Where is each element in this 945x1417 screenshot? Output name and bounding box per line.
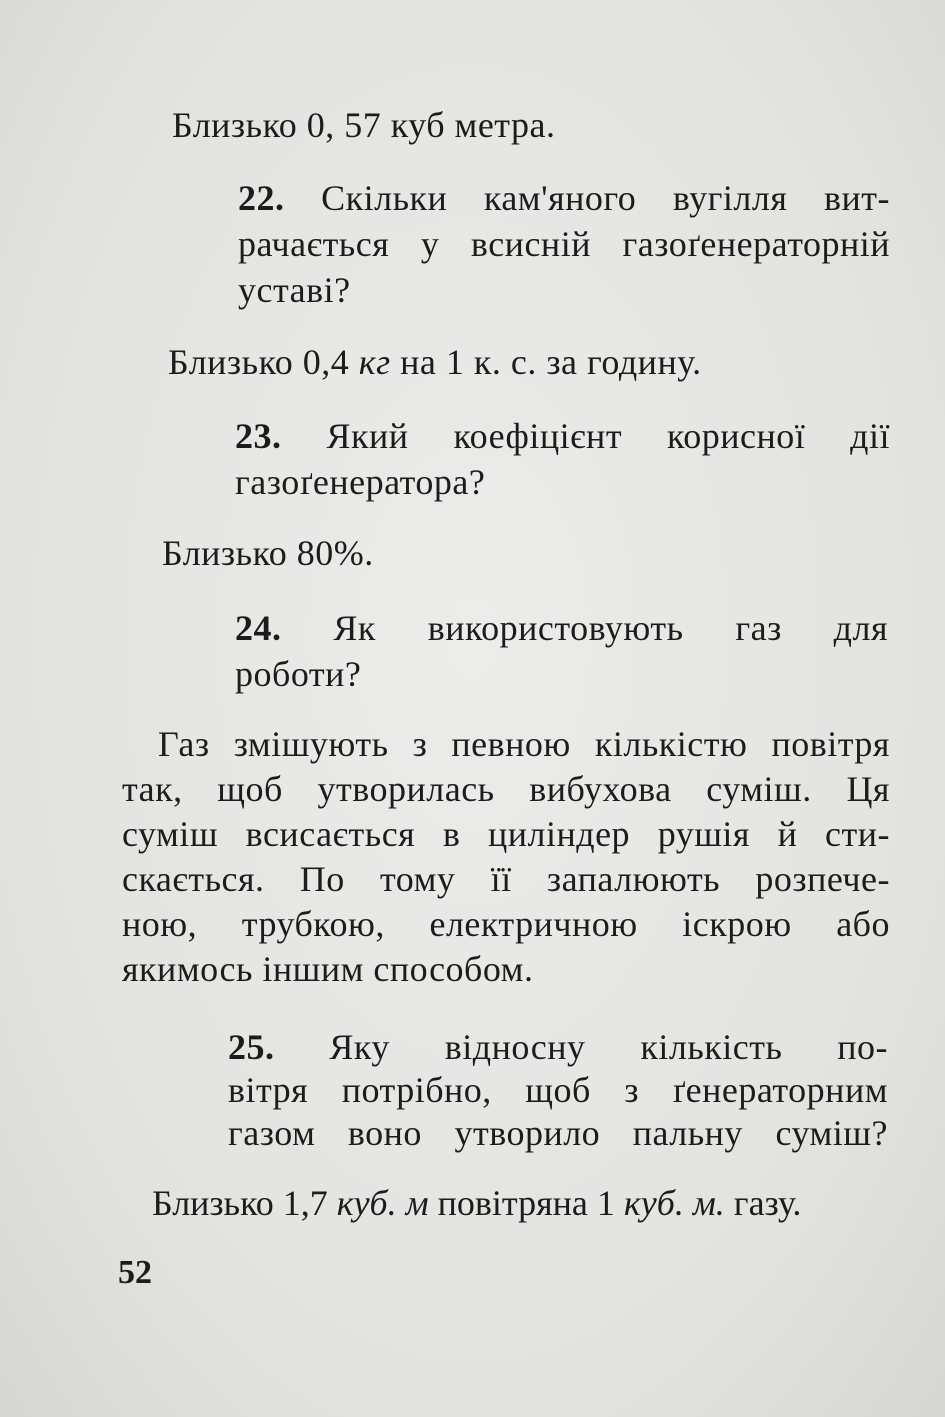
question-22-line-3: уставі?	[238, 270, 351, 310]
answer-25-unit-1: куб. м	[336, 1183, 429, 1223]
answer-22	[168, 340, 702, 384]
question-25-line-2: вітря потрібно, щоб з ґенераторним	[228, 1070, 888, 1110]
question-25-line-3: газом воно утворило пальну суміш?	[228, 1113, 888, 1153]
question-25-text-1: Яку відносну кількість по-	[329, 1027, 889, 1067]
answer-22-post: на 1 к. с. за годину.	[390, 342, 702, 382]
answer-22-pre: Близько 0,4	[168, 342, 359, 382]
answer-24-line-2: так, щоб утворилась вибухова суміш. Ця	[122, 769, 890, 809]
answer-24-line-5: ною, трубкою, електричною іскрою або	[122, 904, 890, 944]
question-24-line-1	[235, 606, 888, 650]
answer-24-line-4: скається. По тому її запалюють розпече-	[122, 859, 890, 899]
question-23-line-2: газоґенератора?	[235, 462, 486, 502]
question-25-number: 25.	[228, 1027, 275, 1067]
question-23-text-1: Який коефіцієнт корисної дії	[326, 416, 891, 456]
question-24-line-2: роботи?	[235, 654, 362, 694]
answer-21: Близько 0, 57 куб метра.	[172, 105, 556, 145]
question-22-number: 22.	[238, 178, 285, 218]
question-23-line-1	[235, 414, 890, 458]
question-22-line-2: рачається у всисній газоґенераторній	[238, 224, 890, 264]
answer-24-line-6: якимось іншим способом.	[122, 949, 534, 989]
question-22-text-1: Скільки кам'яного вугілля вит-	[321, 178, 890, 218]
answer-25	[152, 1181, 801, 1225]
answer-23: Близько 80%.	[162, 533, 374, 573]
answer-24-line-3: суміш всисається в циліндер рушія й сти-	[122, 814, 890, 854]
question-25-line-1	[228, 1025, 888, 1069]
question-22-line-1	[238, 176, 890, 220]
answer-22-unit: кг	[358, 342, 391, 382]
answer-25-post: газу.	[724, 1183, 802, 1223]
question-23-number: 23.	[235, 416, 282, 456]
answer-25-pre: Близько 1,7	[152, 1183, 337, 1223]
answer-24-line-1: Газ змішують з певною кількістю повітря	[158, 724, 890, 764]
answer-25-unit-2: куб. м.	[623, 1183, 725, 1223]
answer-25-mid: повітряна 1	[428, 1183, 624, 1223]
question-24-text-1: Як використовують газ для	[333, 608, 888, 648]
question-24-number: 24.	[235, 608, 282, 648]
page-number: 52	[118, 1254, 152, 1291]
